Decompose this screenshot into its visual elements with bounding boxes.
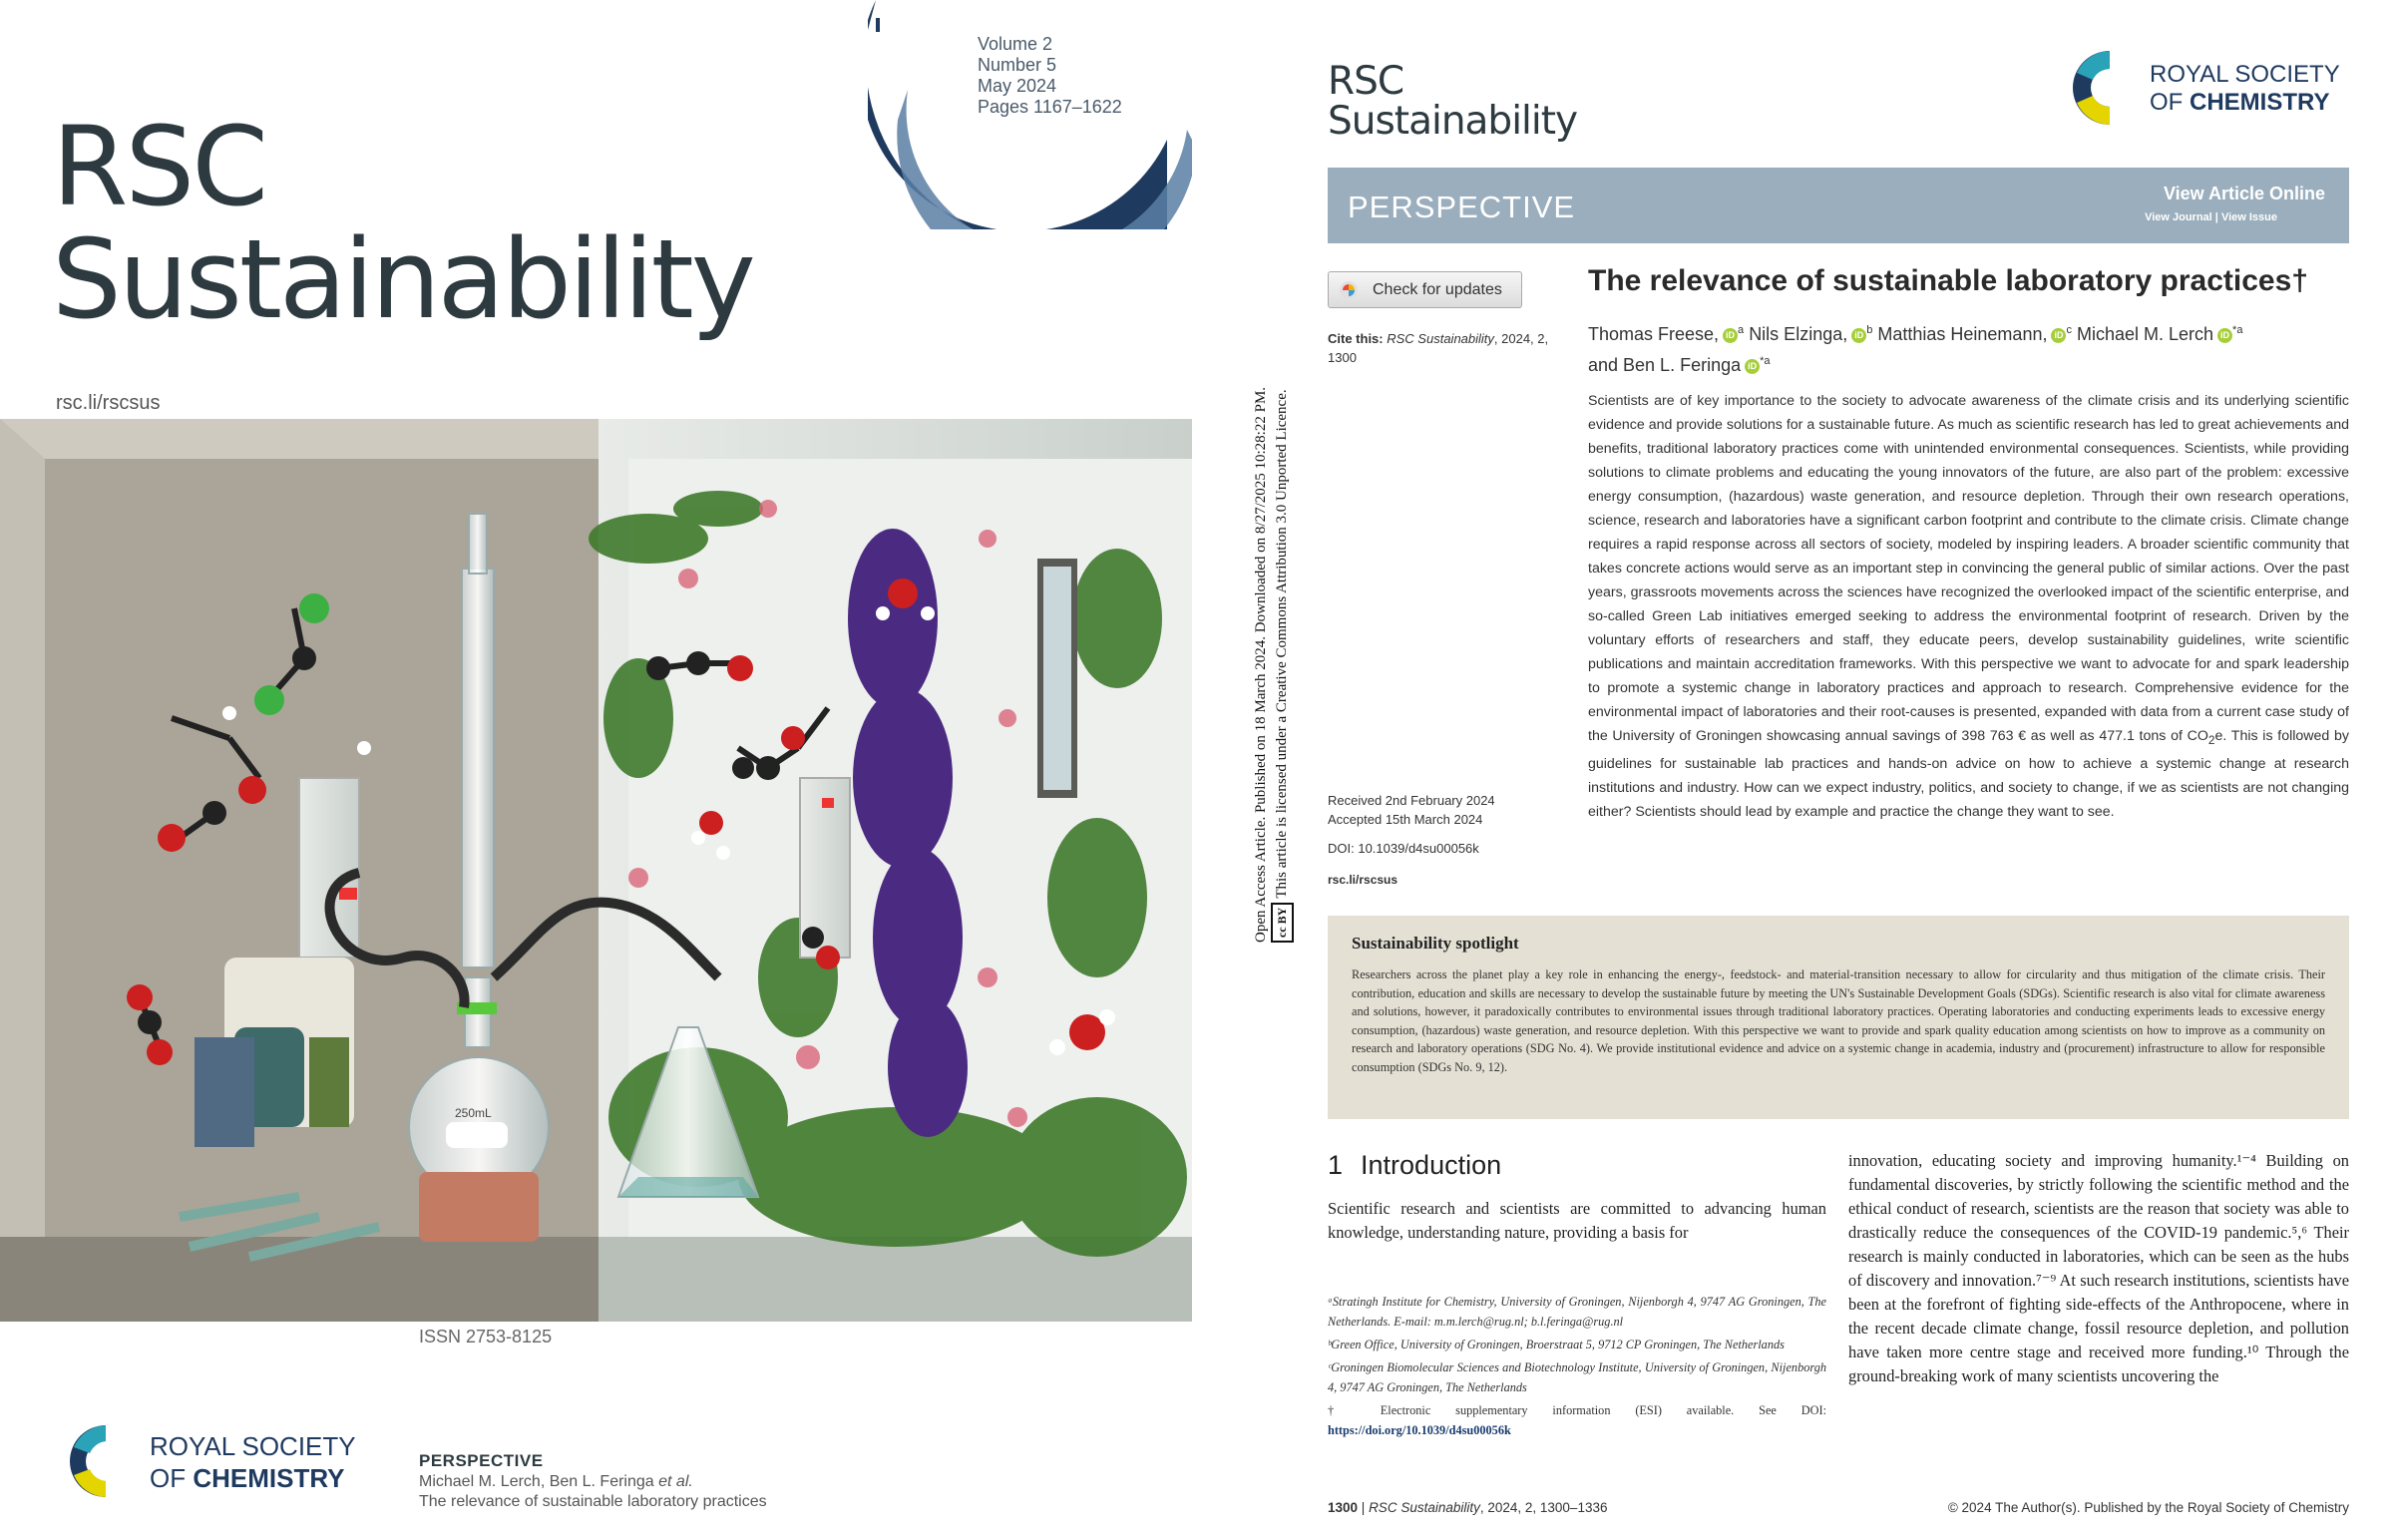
cover-journal-title-line1: RSC <box>52 103 266 230</box>
license-line-1: Open Access Article. Published on 18 March 2024. Downloaded on 8/27/2025 10:28:22 PM. <box>1253 386 1269 943</box>
journal-logo-line2: Sustainability <box>1328 99 1578 144</box>
citation-info <box>1328 329 1567 367</box>
cover-article-title: The relevance of sustainable laboratory practices <box>419 1493 767 1510</box>
body-text-right-column: innovation, educating society and improving humanity.¹⁻⁴ Building on fundamental discoveries, by strictly following the scientific method and the ethical conduct of research, scientists are the reason that society was able to drastically reduce the consequences of the COVID-19 pandemic.⁵,⁶ Their research is mainly conducted in laboratories, which can be seen as the hubs of discovery and innovation.⁷⁻⁹ At such research institutions, scientists have been at the forefront of fighting side-effects of the Anthropocene, where in the recent decade climate change, fossil resource depletion, and pollution have taken more centre stage and received more funding.¹⁰ Through the ground-breaking work of many scientists uncovering the <box>1848 1151 2349 1385</box>
footnote-esi-text: † Electronic supplementary information (ESI) available. See DOI: <box>1328 1403 1826 1417</box>
cover-publisher-chemistry: CHEMISTRY <box>193 1463 345 1493</box>
abstract-text-continued: e. This is followed by guidelines for sustainable lab practices and hands-on advice on how to achieve a systemic change at research institutions and industry. How can we expect industry, politics, and society to change, if we as scientists are not changing either? Scientists should lead by example and practice the change they want to see. <box>1588 728 2349 820</box>
cover-date: May 2024 <box>978 76 1057 96</box>
cover-et-al: et al. <box>658 1473 693 1490</box>
license-line-2 <box>1271 284 1294 943</box>
publisher-chemistry: CHEMISTRY <box>2190 89 2330 116</box>
received-dates <box>1328 791 1495 829</box>
check-for-updates-label: Check for updates <box>1373 281 1502 298</box>
cover-artwork <box>0 419 1192 1322</box>
cover-article-type: PERSPECTIVE <box>419 1451 544 1470</box>
rsc-logo-cover <box>68 1421 367 1501</box>
journal-short-link[interactable]: rsc.li/rscsus <box>1328 873 1398 887</box>
publisher-of: OF <box>2150 89 2190 116</box>
folio-separator: | <box>1358 1500 1370 1515</box>
svg-text:OF CHEMISTRY <box>2150 89 2329 116</box>
footnote-esi <box>1328 1400 1826 1440</box>
article-doi[interactable]: DOI: 10.1039/d4su00056k <box>1328 841 1479 856</box>
orcid-icon[interactable]: iD <box>1745 359 1760 374</box>
abstract-text: Scientists are of key importance to the society to advocate awareness of the climate crisis and its underlying scientific evidence and provide solutions for a sustainable future. As much as scientific research has led to great achievements and benefits, traditional laboratory practices come with unintended environmental consequences. Scientists, while providing solutions to climate problems and educating the young innovators of the future, are also part of the problem: excessive energy consumption, (hazardous) waste generation, and resource depletion. Through their own research operations, science, research and laboratories have a significant carbon footprint and contribute to the climate crisis. Climate change requires a rapid response across all sectors of society, modeled by inspiring leaders. A broader scientific community that takes concrete actions would serve as an important step in convincing the general public of similar actions. Over the past years, grassroots movements across the sciences have recognized the overlooked impact of the scientific enterprise, and so-called Green Lab initiatives emerged seeking to address the environmental footprint of research. Driven by the voluntary efforts of researchers and staff, they educate peers, develop sustainability guidelines, write scientific publications and maintain accreditation frameworks. With this perspective we want to advocate for and spark leadership to promote a systemic change in laboratory practices and approach to research. Comprehensive evidence for the environmental impact of laboratories and their root-causes is presented, expanded with data from a current case study of the University of Groningen showcasing annual savings of 398 763 € as well as 477.1 tons of CO <box>1588 393 2349 744</box>
journal-cover <box>0 0 1192 1540</box>
view-article-online-link[interactable]: View Article Online <box>2163 184 2325 203</box>
cc-by-icon: cc BY <box>1271 903 1294 943</box>
author-affiliation: c <box>2066 324 2072 336</box>
footnote-affiliation-b: ᵇGreen Office, University of Groningen, Broerstraat 5, 9712 CP Groningen, The Netherlands <box>1328 1338 1785 1351</box>
check-for-updates-button[interactable] <box>1328 271 1522 308</box>
spotlight-body: Researchers across the planet play a key role in enhancing the energy-, feedstock- and material-transition necessary to allow for circularity and thus mitigation of the climate crisis. Their contribution, education and skills are necessary to develop the sustainable future by meeting the UN's Sustainable Development Goals (SDGs). Scientific research is also vital for climate awareness and solutions, however, it paradoxically contributes to environmental issues through traditional laboratory practices. Operating laboratories and conducting experiments leads to excessive energy consumption, (hazardous) waste generation, and resource depletion. With this perspective we want to provide and spark quality education among scientists on how to improve as a community on research and laboratory operations (SDG No. 4). We provide institutional evidence and advice on a systemic change in academia, industry and (procurement) infrastructure to allow for responsible consumption (SDGs No. 9, 12). <box>1352 967 2325 1074</box>
svg-text:OF CHEMISTRY <box>150 1463 345 1493</box>
article-type-label: PERSPECTIVE <box>1348 190 1576 224</box>
footnote-affiliation-a: ᵃStratingh Institute for Chemistry, University of Groningen, Nijenborgh 4, 9747 AG Groningen, The Netherlands. E-mail: m.m.lerch@rug.nl; b.l.feringa@rug.nl <box>1328 1295 1826 1329</box>
author-affiliation: b <box>1866 324 1873 336</box>
spotlight-title: Sustainability spotlight <box>1352 934 1519 953</box>
folio-details: , 2024, 2, 1300–1336 <box>1479 1500 1608 1515</box>
author-list <box>1588 317 2349 379</box>
article-first-page <box>1192 0 2394 1540</box>
cover-author-names: Michael M. Lerch, Ben L. Feringa <box>419 1473 654 1490</box>
orcid-icon[interactable]: iD <box>1723 328 1738 343</box>
orcid-icon[interactable]: iD <box>2051 328 2066 343</box>
author-affiliation: *a <box>2232 324 2243 336</box>
section-heading <box>1328 1150 1501 1181</box>
author-name[interactable]: Matthias Heinemann, <box>1877 324 2048 344</box>
cover-pages: Pages 1167–1622 <box>978 97 1122 117</box>
cover-number: Number 5 <box>978 55 1057 75</box>
received-date: Received 2nd February 2024 <box>1328 793 1495 808</box>
cover-url: rsc.li/rscsus <box>56 392 161 414</box>
article-type-banner <box>1328 168 2349 243</box>
article-title: The relevance of sustainable laboratory practices† <box>1588 264 2308 297</box>
view-issue-link[interactable]: View Issue <box>2220 211 2277 223</box>
link-separator: | <box>2211 211 2221 223</box>
check-for-updates-icon <box>1339 280 1359 300</box>
journal-logo <box>1328 59 1578 144</box>
cover-publisher-line1: ROYAL SOCIETY <box>150 1431 356 1461</box>
open-access-license-notice <box>1252 284 1294 943</box>
author-affiliation: *a <box>1760 355 1771 367</box>
rsc-logo[interactable] <box>2070 45 2359 130</box>
accepted-date: Accepted 15th March 2024 <box>1328 812 1483 827</box>
author-name[interactable]: Thomas Freese, <box>1588 324 1720 344</box>
cover-journal-title-line2: Sustainability <box>52 215 753 343</box>
license-text: This article is licensed under a Creative Commons Attribution 3.0 Unported Licence. <box>1274 389 1290 899</box>
orcid-icon[interactable]: iD <box>2217 328 2232 343</box>
cover-volume: Volume 2 <box>978 34 1053 54</box>
cover-authors <box>419 1473 693 1491</box>
footnote-affiliation-c: ᶜGroningen Biomolecular Sciences and Biotechnology Institute, University of Groningen, Nijenborgh 4, 9747 AG Groningen, The Netherlands <box>1328 1360 1826 1394</box>
view-journal-link[interactable]: View Journal <box>2145 211 2212 223</box>
cite-journal: RSC Sustainability <box>1387 331 1494 346</box>
cite-details: , 2024, 2, 1300 <box>1328 331 1549 365</box>
body-text-left-column: Scientific research and scientists are committed to advancing human knowledge, understanding nature, providing a basis for <box>1328 1199 1826 1242</box>
journal-logo-line1: RSC <box>1328 59 1404 104</box>
cover-issue-info <box>978 34 1122 118</box>
affiliation-footnotes <box>1328 1292 1826 1443</box>
cover-publisher-of: OF <box>150 1463 194 1493</box>
flask-volume-label: 250mL <box>455 1106 492 1120</box>
publisher-line1: ROYAL SOCIETY <box>2150 61 2340 88</box>
copyright-notice: © 2024 The Author(s). Published by the Royal Society of Chemistry <box>1947 1500 2349 1515</box>
page-number: 1300 <box>1328 1500 1359 1515</box>
section-title: Introduction <box>1361 1150 1502 1180</box>
abstract-subscript: 2 <box>2207 732 2215 747</box>
page-footer <box>1328 1500 1607 1515</box>
author-affiliation: a <box>1738 324 1745 336</box>
cite-label: Cite this: <box>1328 331 1384 346</box>
abstract <box>1588 389 2349 824</box>
cover-issn: ISSN 2753-8125 <box>419 1327 553 1347</box>
esi-doi-link[interactable]: https://doi.org/10.1039/d4su00056k <box>1328 1423 1511 1437</box>
author-name[interactable]: Michael M. Lerch <box>2076 324 2214 344</box>
banner-links <box>2145 211 2277 223</box>
author-name[interactable]: and Ben L. Feringa <box>1588 355 1742 375</box>
sustainability-spotlight-box <box>1328 916 2349 1119</box>
folio-journal: RSC Sustainability <box>1369 1500 1480 1515</box>
orcid-icon[interactable]: iD <box>1851 328 1866 343</box>
section-number: 1 <box>1328 1150 1344 1180</box>
author-name[interactable]: Nils Elzinga, <box>1749 324 1848 344</box>
